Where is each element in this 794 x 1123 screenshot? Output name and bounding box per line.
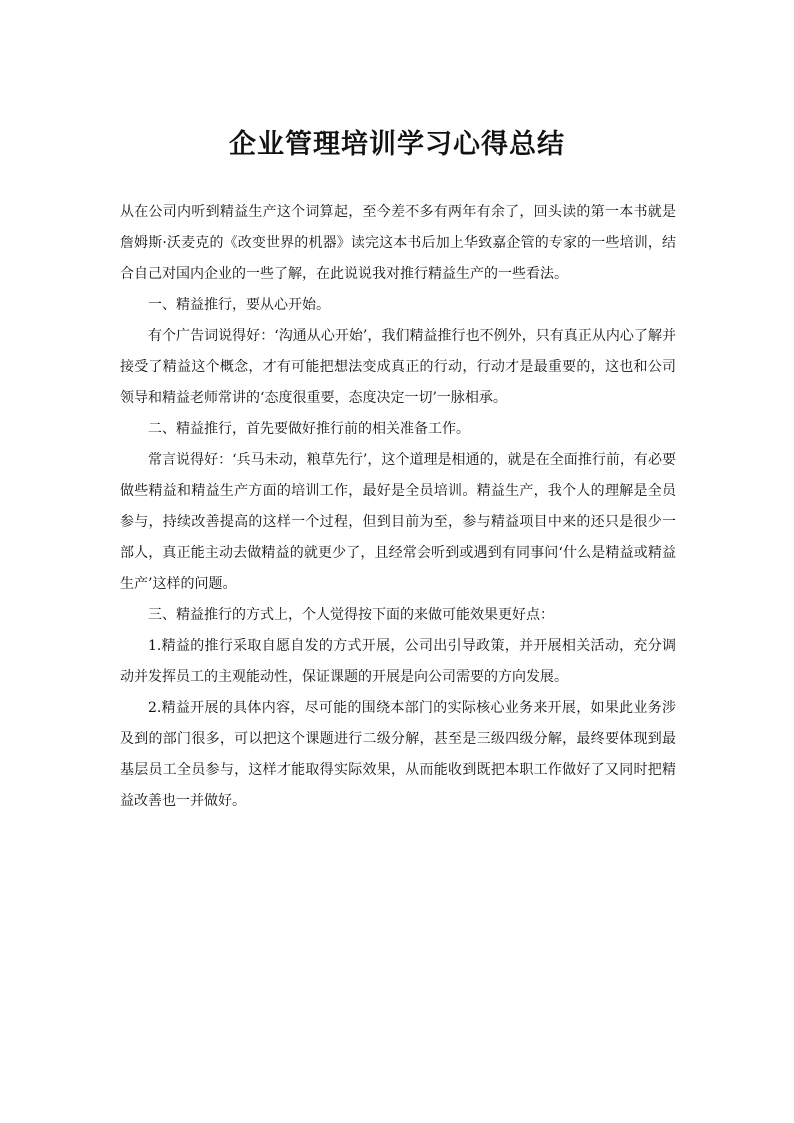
paragraph-section-1: 有个广告词说得好：‘沟通从心开始’，我们精益推行也不例外，只有真正从内心了解并接受了精益这个概念，才有可能把想法变成真正的行动，行动才是最重要的，这也和公司领导和精益老师常讲的‘态度很重要，态度决定一切’一脉相承。 [120, 328, 676, 406]
paragraph-section-2: 常言说得好：‘兵马未动，粮草先行’，这个道理是相通的，就是在全面推行前，有必要做些精益和精益生产方面的培训工作，最好是全员培训。精益生产，我个人的理解是全员参与，持续改善提高的这样一个过程，但到目前为至，参与精益项目中来的还只是很少一部人，真正能主动去做精益的就更少了，且经常会听到或遇到有同事问‘什么是精益或精益生产’这样的问题。 [120, 452, 676, 592]
list-item-2: 2.精益开展的具体内容，尽可能的围绕本部门的实际核心业务来开展，如果此业务涉及到的部门很多，可以把这个课题进行二级分解，甚至是三级四级分解，最终要体现到最基层员工全员参与，这样才能取得实际效果，从而能收到既把本职工作做好了又同时把精益改善也一并做好。 [120, 700, 676, 809]
paragraph-intro: 从在公司内听到精益生产这个词算起，至今差不多有两年有余了，回头读的第一本书就是詹姆斯·沃麦克的《改变世界的机器》读完这本书后加上华致嘉企管的专家的一些培训，结合自己对国内企业的一些了解，在此说说我对推行精益生产的一些看法。 [120, 204, 676, 282]
section-heading-3: 三、精益推行的方式上，个人觉得按下面的来做可能效果更好点： [148, 607, 554, 623]
section-heading-2: 二、精益推行，首先要做好推行前的相关准备工作。 [148, 421, 470, 437]
document-title: 企业管理培训学习心得总结 [229, 129, 565, 160]
list-item-1: 1.精益的推行采取自愿自发的方式开展，公司出引导政策，并开展相关活动，充分调动并发挥员工的主观能动性，保证课题的开展是向公司需要的方向发展。 [120, 638, 676, 685]
document-body [120, 197, 676, 817]
section-heading-1: 一、精益推行，要从心开始。 [148, 297, 330, 313]
